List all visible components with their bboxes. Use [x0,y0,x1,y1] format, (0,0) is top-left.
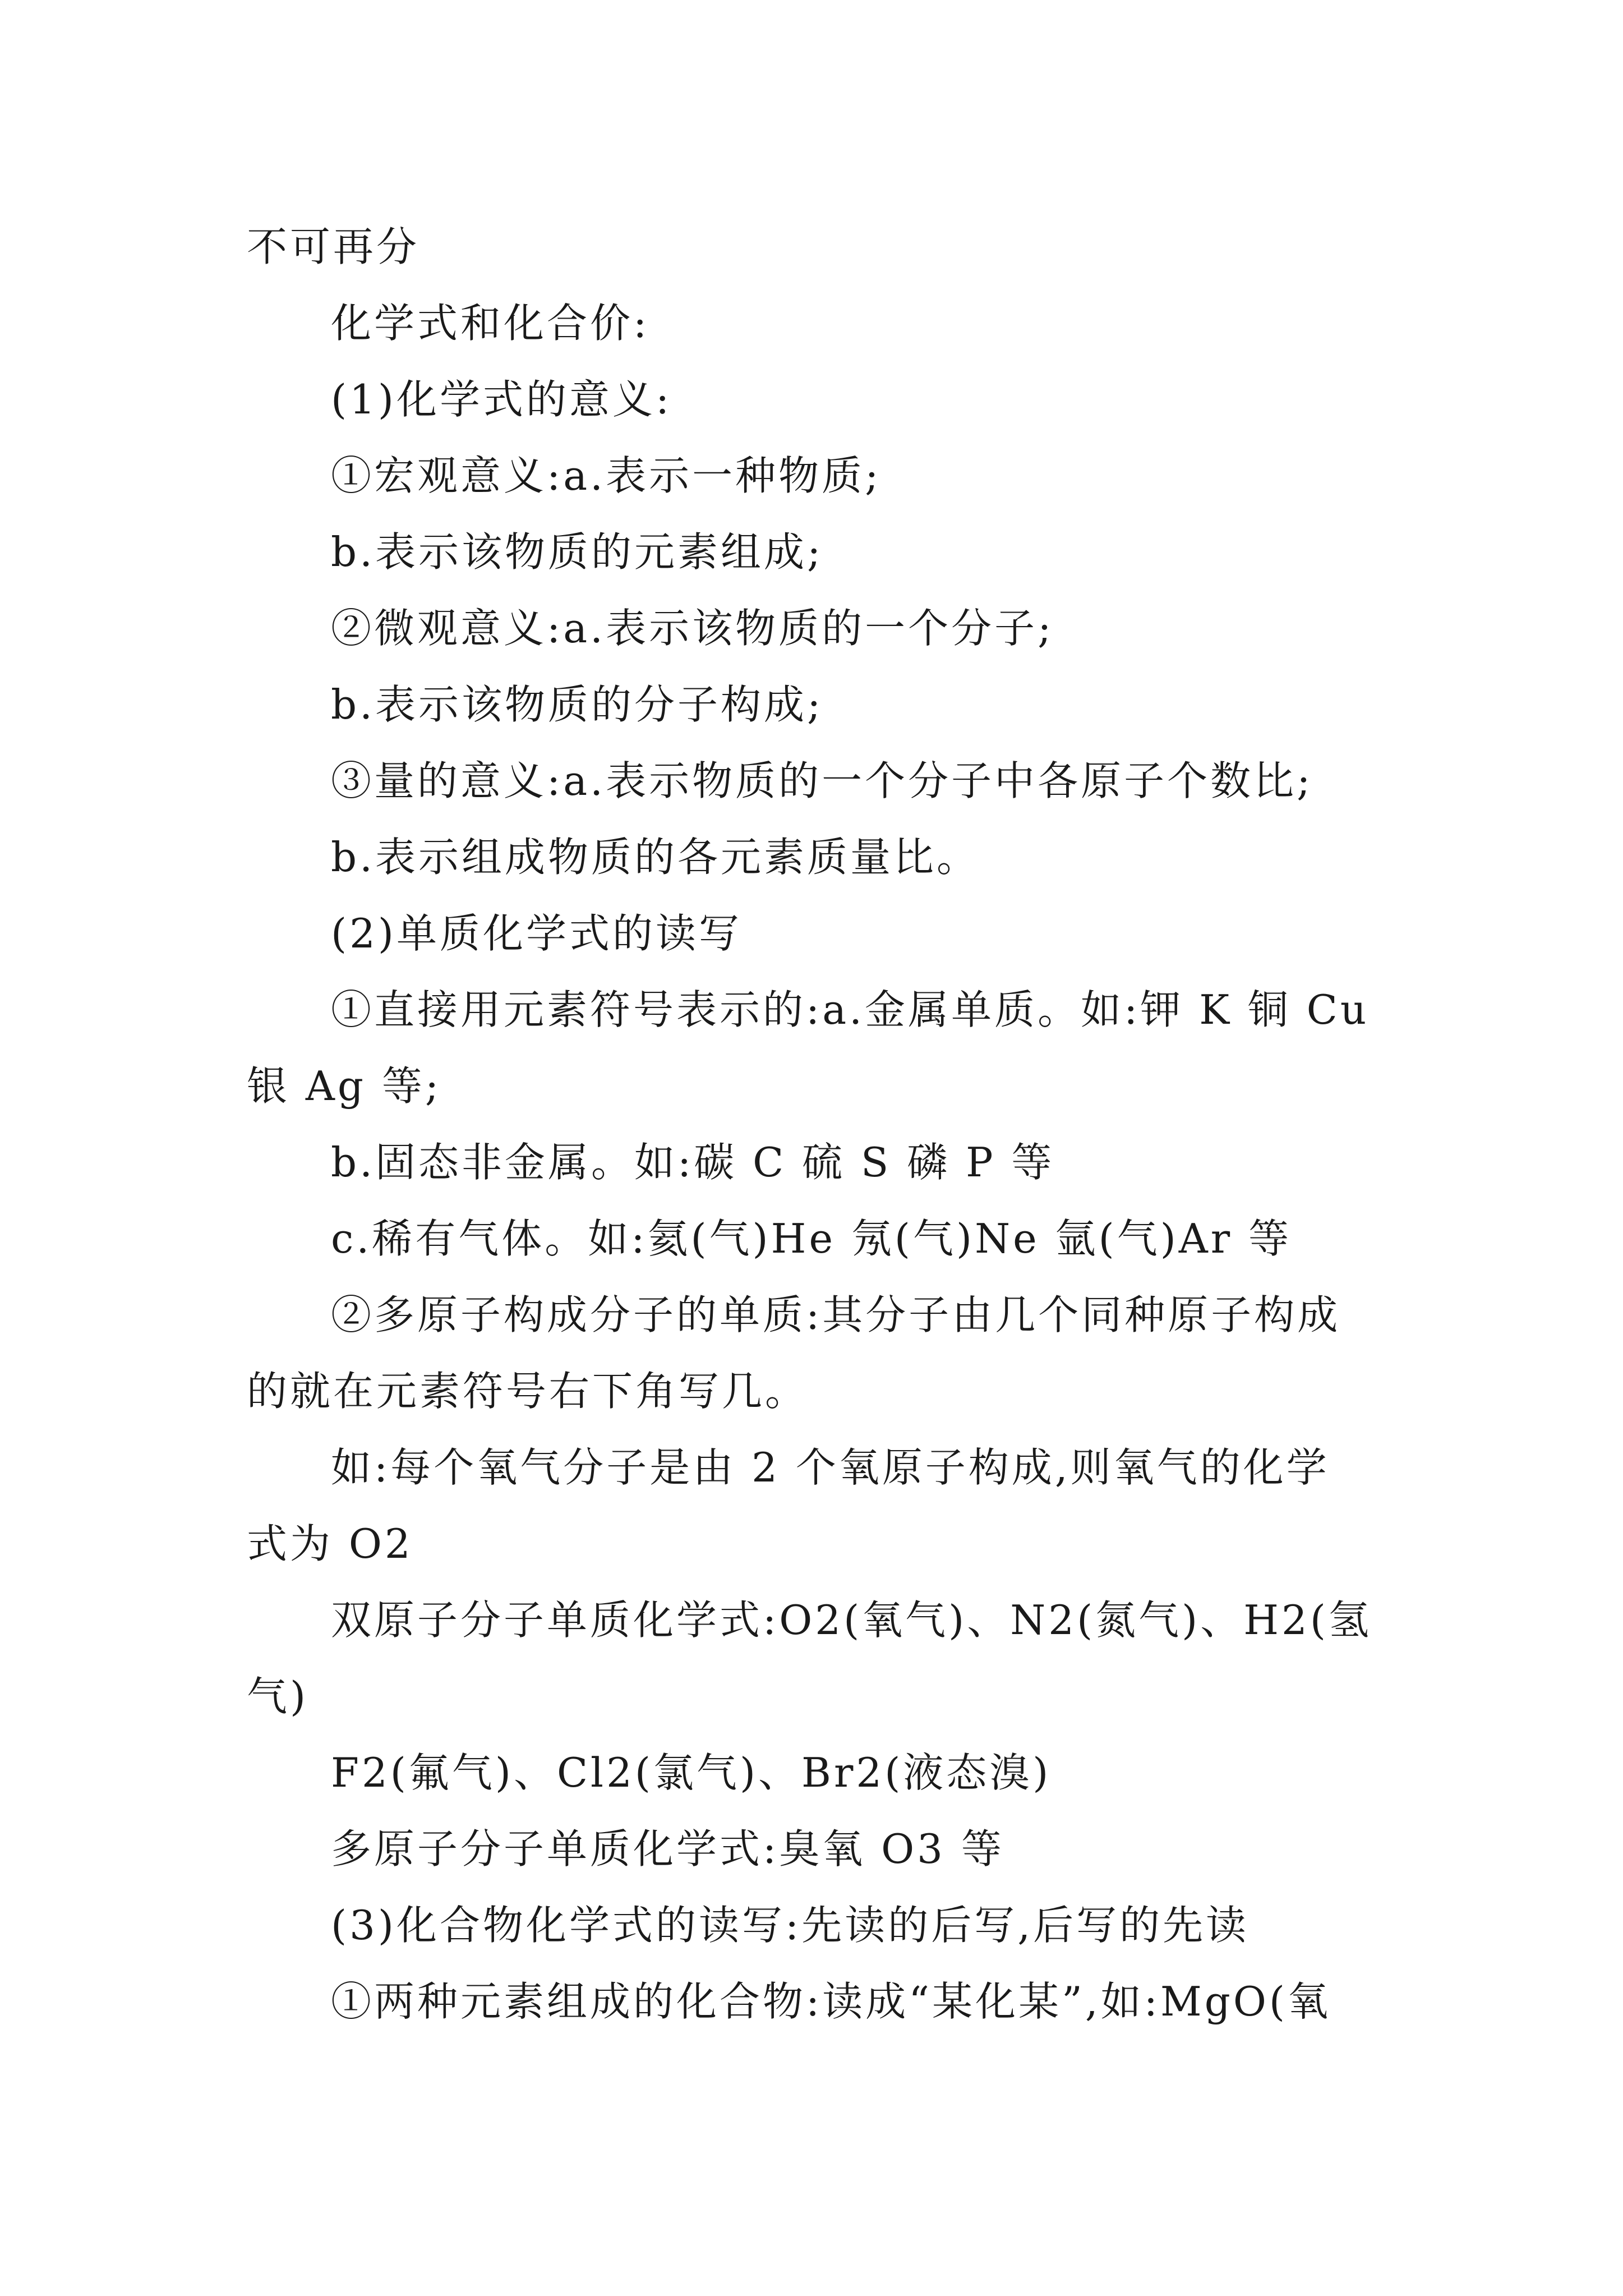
text-line: (2)单质化学式的读写 [331,910,742,957]
text-line: ②微观意义:a.表示该物质的一个分子; [331,605,1054,652]
text-line: 化学式和化合价: [331,300,650,347]
text-line: (1)化学式的意义: [331,376,672,423]
text-line: 的就在元素符号右下角写几。 [247,1368,809,1415]
text-line: 式为 O2 [247,1520,413,1567]
text-line: c.稀有气体。如:氦(气)He 氖(气)Ne 氩(气)Ar 等 [331,1215,1292,1262]
text-line: ②多原子构成分子的单质:其分子由几个同种原子构成 [331,1291,1341,1338]
text-line: ①两种元素组成的化合物:读成“某化某”,如:MgO(氧 [331,1978,1331,2025]
text-line: b.表示该物质的元素组成; [331,528,824,576]
text-line: (3)化合物化学式的读写:先读的后写,后写的先读 [331,1902,1249,1949]
text-line: 银 Ag 等; [247,1062,442,1110]
text-line: ①宏观意义:a.表示一种物质; [331,452,882,499]
text-line: 双原子分子单质化学式:O2(氧气)、N2(氮气)、H2(氢 [331,1596,1372,1644]
text-line: 不可再分 [247,223,420,270]
text-line: 如:每个氧气分子是由 2 个氧原子构成,则氧气的化学 [331,1444,1330,1491]
document-text-body [247,209,1391,2040]
text-line: F2(氟气)、Cl2(氯气)、Br2(液态溴) [331,1749,1052,1796]
text-line: b.表示该物质的分子构成; [331,681,824,728]
text-line: b.固态非金属。如:碳 C 硫 S 磷 P 等 [331,1139,1055,1186]
text-line: ①直接用元素符号表示的:a.金属单质。如:钾 K 铜 Cu [331,986,1370,1033]
text-line: b.表示组成物质的各元素质量比。 [331,834,980,881]
text-line: 气) [247,1673,309,1720]
text-line: ③量的意义:a.表示物质的一个分子中各原子个数比; [331,757,1313,804]
text-line: 多原子分子单质化学式:臭氧 O3 等 [331,1825,1004,1872]
